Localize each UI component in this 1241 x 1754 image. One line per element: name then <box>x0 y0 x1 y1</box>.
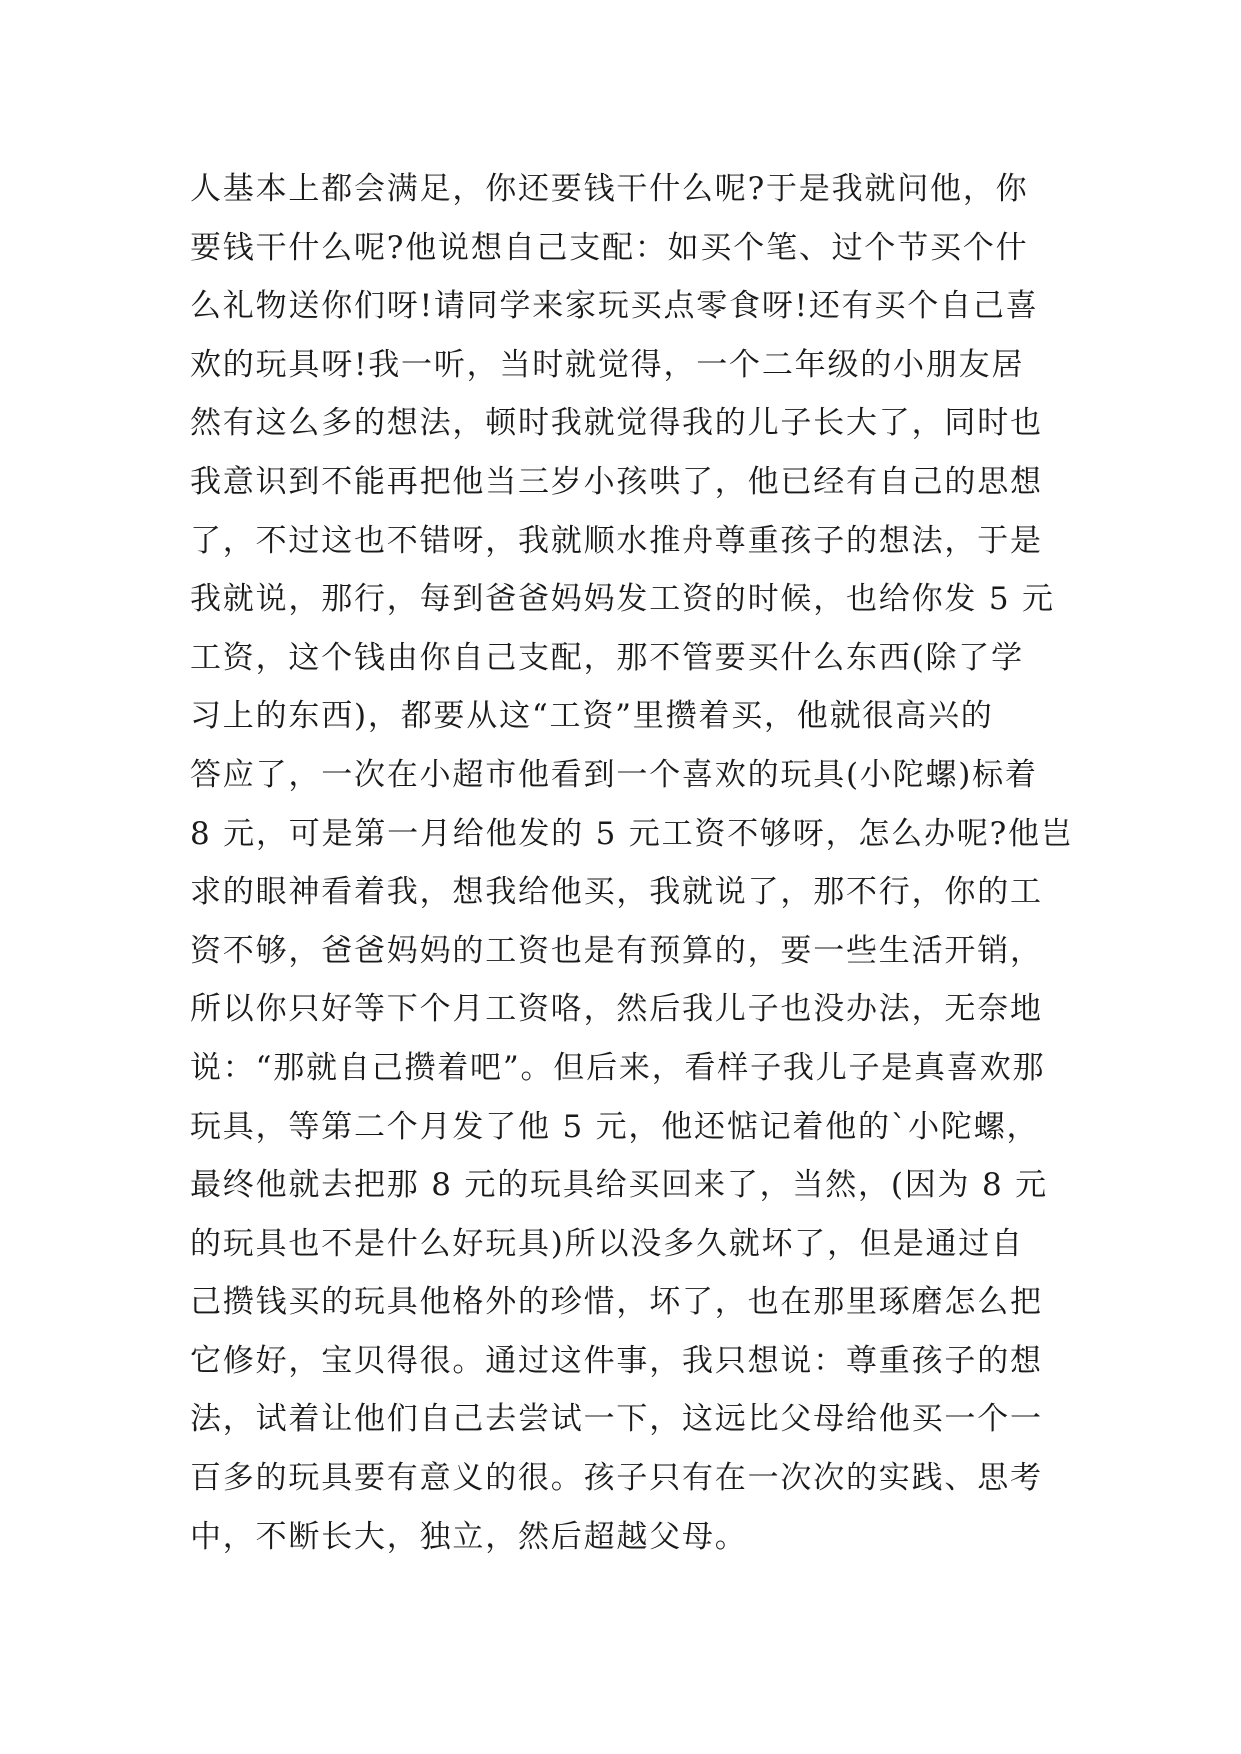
text-line: 中，不断长大，独立，然后超越父母。 <box>190 1518 748 1555</box>
text-line: 玩具，等第二个月发了他 5 元，他还惦记着他的`小陀螺， <box>190 1108 1040 1145</box>
text-line: 工资，这个钱由你自己支配，那不管要买什么东西(除了学 <box>190 639 1024 676</box>
text-line: 最终他就去把那 8 元的玩具给买回来了，当然，(因为 8 元 <box>190 1167 1048 1204</box>
text-line: 所以你只好等下个月工资咯，然后我儿子也没办法，无奈地 <box>190 991 1043 1028</box>
text-line: 么礼物送你们呀!请同学来家玩买点零食呀!还有买个自己喜 <box>190 288 1039 325</box>
text-line: 然有这么多的想法，顿时我就觉得我的儿子长大了，同时也 <box>190 405 1043 442</box>
text-line: 要钱干什么呢?他说想自己支配：如买个笔、过个节买个什 <box>190 229 1029 266</box>
text-line: 己攒钱买的玩具他格外的珍惜，坏了，也在那里琢磨怎么把 <box>190 1284 1043 1321</box>
text-line: 求的眼神看着我，想我给他买，我就说了，那不行，你的工 <box>190 874 1043 911</box>
text-line: 答应了，一次在小超市他看到一个喜欢的玩具(小陀螺)标着 <box>190 756 1038 793</box>
text-line: 了，不过这也不错呀，我就顺水推舟尊重孩子的想法，于是 <box>190 522 1043 559</box>
text-line: 资不够，爸爸妈妈的工资也是有预算的，要一些生活开销， <box>190 932 1043 969</box>
text-line: 它修好，宝贝得很。通过这件事，我只想说：尊重孩子的想 <box>190 1342 1043 1379</box>
text-line: 我就说，那行，每到爸爸妈妈发工资的时候，也给你发 5 元 <box>190 581 1055 618</box>
body-text <box>190 160 1074 1566</box>
text-line: 百多的玩具要有意义的很。孩子只有在一次次的实践、思考 <box>190 1460 1043 1497</box>
text-line: 说：“那就自己攒着吧”。但后来，看样子我儿子是真喜欢那 <box>190 1049 1046 1086</box>
text-line: 法，试着让他们自己去尝试一下，这远比父母给他买一个一 <box>190 1401 1043 1438</box>
text-line: 的玩具也不是什么好玩具)所以没多久就坏了，但是通过自 <box>190 1225 1024 1262</box>
text-line: 欢的玩具呀!我一听，当时就觉得，一个二年级的小朋友居 <box>190 346 1025 383</box>
text-line: 习上的东西)，都要从这“工资”里攒着买，他就很高兴的 <box>190 698 994 735</box>
text-line: 人基本上都会满足，你还要钱干什么呢?于是我就问他，你 <box>190 171 1029 207</box>
text-line: 8 元，可是第一月给他发的 5 元工资不够呀，怎么办呢?他岂 <box>190 815 1074 852</box>
text-line: 我意识到不能再把他当三岁小孩哄了，他已经有自己的思想 <box>190 463 1043 500</box>
